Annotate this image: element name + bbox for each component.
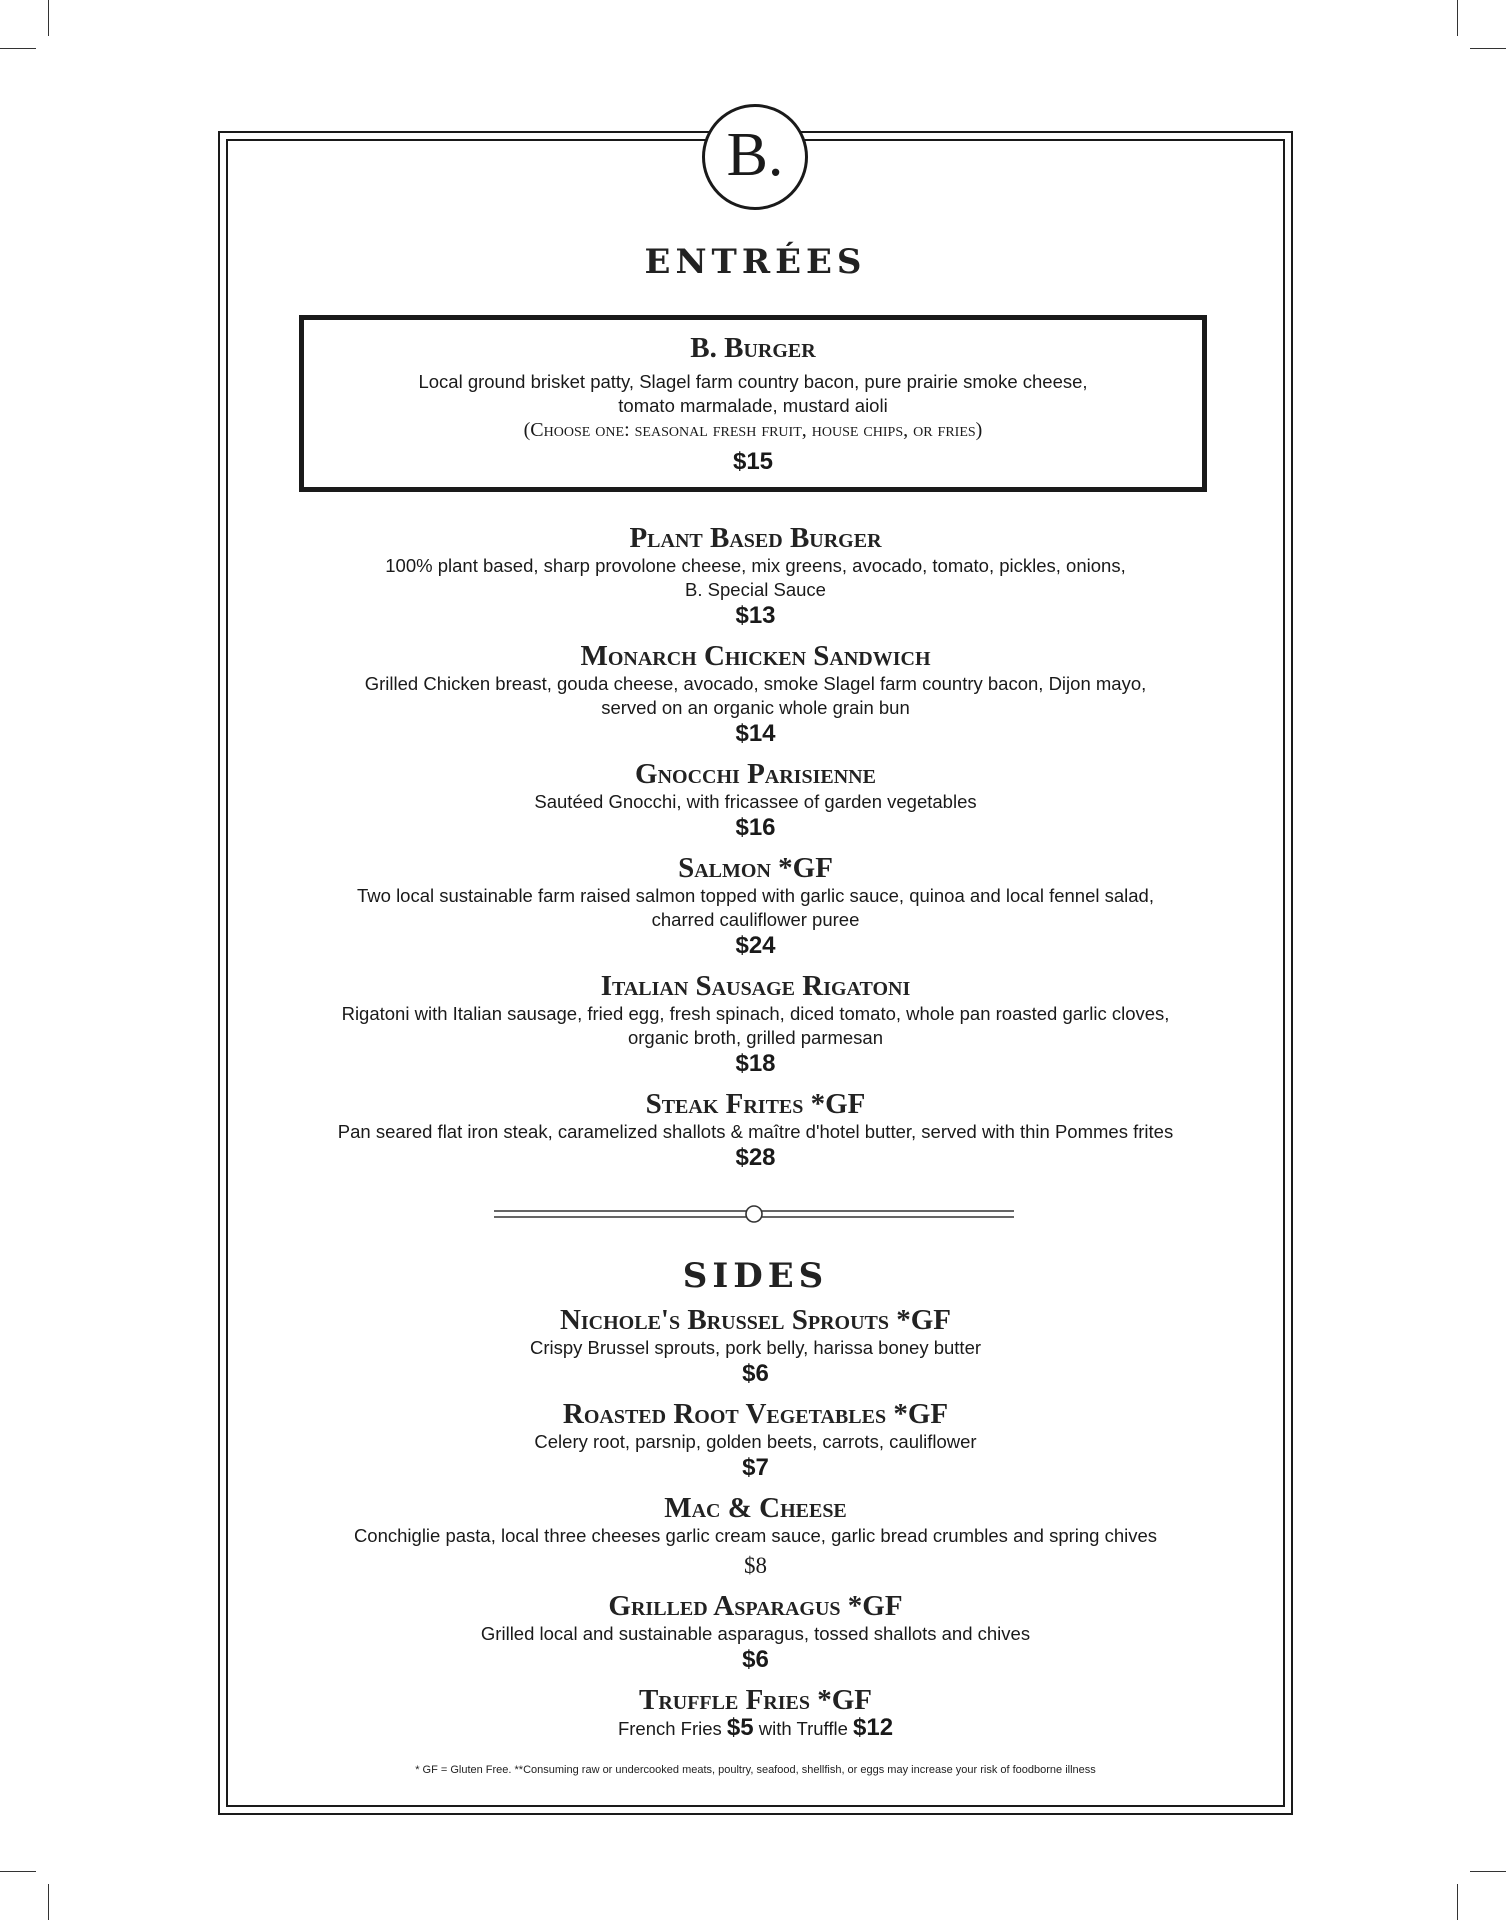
featured-item-price: $15 bbox=[732, 448, 774, 475]
item-price: $14 bbox=[735, 720, 776, 747]
item-name: Truffle Fries *GF bbox=[638, 1684, 873, 1716]
menu-item bbox=[226, 1492, 1285, 1580]
sides-title: SIDES bbox=[682, 1256, 829, 1296]
menu-item bbox=[226, 1590, 1285, 1674]
menu-item bbox=[226, 852, 1285, 960]
item-desc: Crispy Brussel sprouts, pork belly, harissa boney butter bbox=[529, 1337, 982, 1358]
item-desc: Pan seared flat iron steak, caramelized shallots & maître d'hotel butter, served with thin Pommes frites bbox=[337, 1121, 1174, 1142]
menu-item bbox=[226, 1398, 1285, 1482]
menu-item bbox=[226, 1088, 1285, 1172]
item-desc: Grilled local and sustainable asparagus, tossed shallots and chives bbox=[480, 1623, 1031, 1644]
featured-item-note: (Choose one: seasonal fresh fruit, house chips, or fries) bbox=[523, 419, 983, 441]
item-desc: with Truffle bbox=[758, 1718, 848, 1739]
menu-content bbox=[226, 0, 1285, 1920]
item-name: Mac & Cheese bbox=[664, 1492, 847, 1524]
item-desc: Two local sustainable farm raised salmon topped with garlic sauce, quinoa and local fennel salad, bbox=[357, 885, 1154, 906]
entrees-title: ENTRÉES bbox=[644, 242, 867, 282]
item-desc: 100% plant based, sharp provolone cheese, mix greens, avocado, tomato, pickles, onions, bbox=[385, 555, 1126, 576]
item-name: Salmon *GF bbox=[678, 852, 833, 884]
item-desc: French Fries bbox=[617, 1718, 722, 1739]
crop-mark bbox=[0, 1871, 36, 1872]
item-price: $12 bbox=[853, 1714, 894, 1741]
featured-item-desc: Local ground brisket patty, Slagel farm country bacon, pure prairie smoke cheese, bbox=[418, 371, 1088, 392]
item-price: $5 bbox=[726, 1714, 754, 1741]
menu-item bbox=[226, 1684, 1285, 1741]
crop-mark bbox=[1470, 1871, 1506, 1872]
crop-mark bbox=[0, 48, 36, 49]
item-desc: served on an organic whole grain bun bbox=[601, 697, 910, 718]
item-desc: Sautéed Gnocchi, with fricassee of garden vegetables bbox=[534, 791, 977, 812]
item-desc: charred cauliflower puree bbox=[651, 909, 860, 930]
menu-item bbox=[226, 970, 1285, 1078]
item-desc: organic broth, grilled parmesan bbox=[627, 1027, 884, 1048]
section-divider bbox=[494, 1204, 1014, 1224]
item-name: Grilled Asparagus *GF bbox=[608, 1590, 903, 1622]
item-desc: Rigatoni with Italian sausage, fried egg, fresh spinach, diced tomato, whole pan roasted garlic cloves, bbox=[341, 1003, 1170, 1024]
menu-item bbox=[226, 640, 1285, 748]
logo-letter: B. bbox=[726, 121, 784, 189]
item-name: Italian Sausage Rigatoni bbox=[600, 970, 911, 1002]
crop-mark bbox=[48, 1884, 49, 1920]
item-name: Monarch Chicken Sandwich bbox=[580, 640, 931, 672]
item-name: Gnocchi Parisienne bbox=[635, 758, 876, 790]
item-price: $8 bbox=[744, 1553, 767, 1578]
item-price: $6 bbox=[742, 1646, 769, 1673]
featured-item-desc: tomato marmalade, mustard aioli bbox=[618, 395, 888, 416]
footnote: * GF = Gluten Free. **Consuming raw or undercooked meats, poultry, seafood, shellfish, or eggs may increase your risk of foodborne illness bbox=[415, 1764, 1096, 1776]
featured-item-box bbox=[299, 315, 1207, 492]
item-price: $7 bbox=[742, 1454, 769, 1481]
crop-mark bbox=[1457, 1884, 1458, 1920]
menu-item bbox=[226, 522, 1285, 630]
crop-mark bbox=[1470, 48, 1506, 49]
item-name: Plant Based Burger bbox=[629, 522, 882, 554]
item-price: $24 bbox=[735, 932, 776, 959]
item-desc: Celery root, parsnip, golden beets, carrots, cauliflower bbox=[534, 1431, 977, 1452]
crop-mark bbox=[1457, 0, 1458, 36]
item-name: Roasted Root Vegetables *GF bbox=[562, 1398, 949, 1430]
item-price: $28 bbox=[735, 1144, 776, 1171]
item-desc: Conchiglie pasta, local three cheeses garlic cream sauce, garlic bread crumbles and spring chives bbox=[353, 1525, 1158, 1546]
item-name: Steak Frites *GF bbox=[645, 1088, 866, 1120]
item-desc-line bbox=[226, 1716, 1285, 1741]
featured-item-name: B. Burger bbox=[690, 332, 816, 364]
item-desc: B. Special Sauce bbox=[685, 579, 826, 600]
crop-mark bbox=[48, 0, 49, 36]
menu-item bbox=[226, 758, 1285, 842]
item-price: $18 bbox=[735, 1050, 776, 1077]
item-price: $6 bbox=[742, 1360, 769, 1387]
item-desc: Grilled Chicken breast, gouda cheese, avocado, smoke Slagel farm country bacon, Dijon mayo, bbox=[364, 673, 1147, 694]
item-price: $16 bbox=[735, 814, 776, 841]
item-price: $13 bbox=[735, 602, 776, 629]
menu-item bbox=[226, 1304, 1285, 1388]
item-name: Nichole's Brussel Sprouts *GF bbox=[559, 1304, 952, 1336]
